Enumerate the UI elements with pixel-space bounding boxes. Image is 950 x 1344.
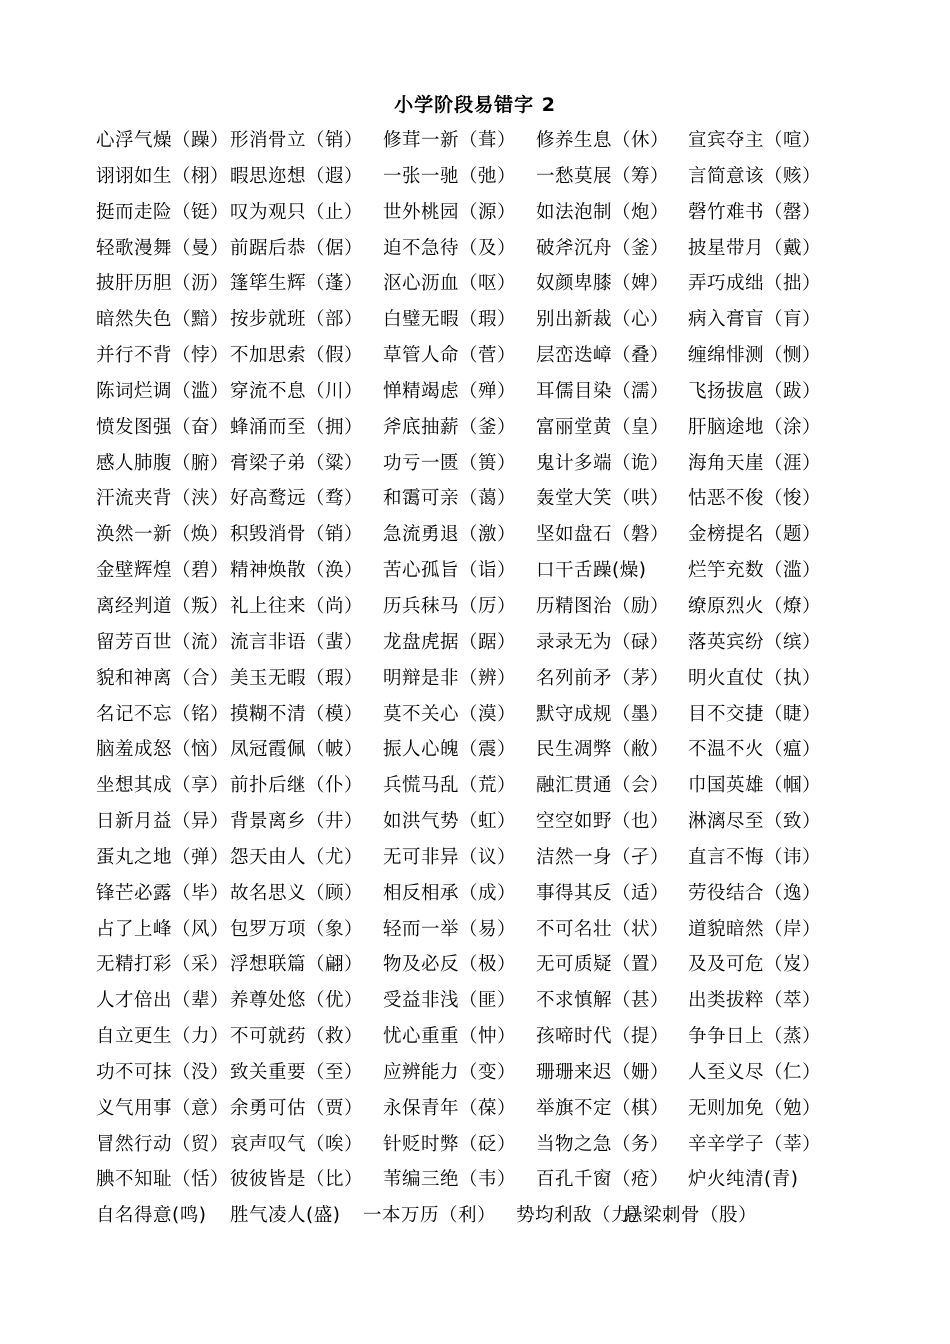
idiom-entry: 精神焕散（涣）	[230, 560, 364, 582]
idiom-entry: 录录无为（碌）	[536, 631, 670, 653]
idiom-entry: 斧底抽薪（釜）	[383, 416, 517, 438]
idiom-entry: 按步就班（部）	[230, 309, 364, 331]
idiom-entry: 留芳百世（流）	[96, 631, 230, 653]
idiom-entry: 海角天崖（涯）	[688, 452, 822, 474]
idiom-entry: 自名得意(鸣)	[96, 1205, 207, 1227]
idiom-row	[0, 620, 950, 656]
idiom-entry: 不可名壮（状）	[536, 918, 670, 940]
idiom-entry: 名列前矛（茅）	[536, 667, 670, 689]
idiom-entry: 胜气凌人(盛)	[230, 1205, 341, 1227]
idiom-row	[0, 1157, 950, 1193]
idiom-entry: 百孔千窗（疮）	[536, 1169, 670, 1191]
idiom-entry: 辛辛学子（莘）	[688, 1133, 822, 1155]
idiom-entry: 忧心重重（忡）	[383, 1026, 517, 1048]
idiom-row	[0, 154, 950, 190]
idiom-entry: 缠绵悱测（恻）	[688, 345, 822, 367]
idiom-entry: 针贬时弊（砭）	[383, 1133, 517, 1155]
idiom-row	[0, 799, 950, 835]
idiom-entry: 如洪气势（虹）	[383, 811, 517, 833]
idiom-entry: 急流勇退（激）	[383, 524, 517, 546]
idiom-entry: 并行不背（悖）	[96, 345, 230, 367]
idiom-entry: 金榜提名（题）	[688, 524, 822, 546]
idiom-row	[0, 548, 950, 584]
idiom-row	[0, 584, 950, 620]
idiom-entry: 怙恶不俊（悛）	[688, 488, 822, 510]
idiom-entry: 直言不悔（讳）	[688, 846, 822, 868]
idiom-entry: 振人心魄（震）	[383, 739, 517, 761]
idiom-entry: 鬼计多端（诡）	[536, 452, 670, 474]
idiom-entry: 缭原烈火（燎）	[688, 595, 822, 617]
idiom-entry: 蛋丸之地（弹）	[96, 846, 230, 868]
idiom-entry: 一本万历（利）	[363, 1205, 497, 1227]
idiom-entry: 沤心沥血（呕）	[383, 273, 517, 295]
idiom-entry: 世外桃园（源）	[383, 201, 517, 223]
idiom-entry: 功亏一匮（篑）	[383, 452, 517, 474]
idiom-row	[0, 942, 950, 978]
idiom-entry: 穿流不息（川）	[230, 380, 364, 402]
idiom-entry: 流言非语（蜚）	[230, 631, 364, 653]
idiom-row	[0, 835, 950, 871]
idiom-entry: 富丽堂黄（皇）	[536, 416, 670, 438]
idiom-entry: 道貌暗然（岸）	[688, 918, 822, 940]
idiom-entry: 事得其反（适）	[536, 882, 670, 904]
idiom-entry: 坐想其成（享）	[96, 775, 230, 797]
idiom-entry: 叹为观只（止）	[230, 201, 364, 223]
idiom-entry: 义气用事（意）	[96, 1097, 230, 1119]
idiom-entry: 好高鹜远（骛）	[230, 488, 364, 510]
idiom-entry: 洁然一身（孑）	[536, 846, 670, 868]
idiom-entry: 永保青年（葆）	[383, 1097, 517, 1119]
idiom-entry: 形消骨立（销）	[230, 130, 364, 151]
idiom-entry: 貌和神离（合）	[96, 667, 230, 689]
idiom-entry: 暇思迩想（遐）	[230, 165, 364, 187]
idiom-row	[0, 441, 950, 477]
idiom-entry: 奴颜卑膝（婢）	[536, 273, 670, 295]
idiom-entry: 冒然行动（贸）	[96, 1133, 230, 1155]
idiom-entry: 养尊处悠（优）	[230, 990, 364, 1012]
idiom-row	[0, 226, 950, 262]
idiom-entry: 金壁辉煌（碧）	[96, 560, 230, 582]
idiom-entry: 脑羞成怒（恼）	[96, 739, 230, 761]
idiom-entry: 宣宾夺主（喧）	[688, 130, 822, 151]
idiom-entry: 愤发图强（奋）	[96, 416, 230, 438]
idiom-row	[0, 512, 950, 548]
idiom-entry: 无可质疑（置）	[536, 954, 670, 976]
idiom-entry: 致关重要（至）	[230, 1061, 364, 1083]
idiom-row	[0, 369, 950, 405]
idiom-entry: 诩诩如生（栩）	[96, 165, 230, 187]
idiom-entry: 包罗万项（象）	[230, 918, 364, 940]
idiom-entry: 当物之急（务）	[536, 1133, 670, 1155]
idiom-entry: 草管人命（菅）	[383, 345, 517, 367]
idiom-entry: 怨天由人（尤）	[230, 846, 364, 868]
idiom-entry: 哀声叹气（唉）	[230, 1133, 364, 1155]
idiom-entry: 受益非浅（匪）	[383, 990, 517, 1012]
idiom-entry: 汗流夹背（浃）	[96, 488, 230, 510]
idiom-row	[0, 405, 950, 441]
idiom-entry: 物及必反（极）	[383, 954, 517, 976]
idiom-entry: 自立更生（力）	[96, 1026, 230, 1048]
idiom-entry: 凤冠霞佩（帔）	[230, 739, 364, 761]
idiom-entry: 占了上峰（风）	[96, 918, 230, 940]
idiom-entry: 耳儒目染（濡）	[536, 380, 670, 402]
idiom-entry: 轰堂大笑（哄）	[536, 488, 670, 510]
idiom-entry: 烂竽充数（滥）	[688, 560, 822, 582]
idiom-entry: 弄巧成绌（拙）	[688, 273, 822, 295]
idiom-entry: 飞扬拔扈（跋）	[688, 380, 822, 402]
idiom-entry: 修茸一新（葺）	[383, 130, 517, 151]
idiom-entry: 积毁消骨（销）	[230, 524, 364, 546]
idiom-entry: 磬竹难书（罄）	[688, 201, 822, 223]
idiom-row	[0, 692, 950, 728]
idiom-list	[0, 118, 950, 1229]
idiom-entry: 一愁莫展（筹）	[536, 165, 670, 187]
idiom-entry: 珊珊来迟（姗）	[536, 1061, 670, 1083]
idiom-entry: 礼上往来（尚）	[230, 595, 364, 617]
idiom-entry: 淋漓尽至（致）	[688, 811, 822, 833]
idiom-entry: 融汇贯通（会）	[536, 775, 670, 797]
idiom-row	[0, 1086, 950, 1122]
idiom-entry: 肝脑途地（涂）	[688, 416, 822, 438]
idiom-entry: 兵慌马乱（荒）	[383, 775, 517, 797]
idiom-entry: 白璧无暇（瑕）	[383, 309, 517, 331]
idiom-entry: 苦心孤旨（诣）	[383, 560, 517, 582]
idiom-entry: 争争日上（蒸）	[688, 1026, 822, 1048]
idiom-row	[0, 727, 950, 763]
idiom-entry: 惮精竭虑（殚）	[383, 380, 517, 402]
idiom-entry: 苇编三绝（韦）	[383, 1169, 517, 1191]
idiom-entry: 劳役结合（逸）	[688, 882, 822, 904]
idiom-entry: 出类拔粹（萃）	[688, 990, 822, 1012]
idiom-entry: 暗然失色（黯）	[96, 309, 230, 331]
idiom-entry: 相反相承（成）	[383, 882, 517, 904]
idiom-entry: 蜂涌而至（拥）	[230, 416, 364, 438]
idiom-entry: 不求慎解（甚）	[536, 990, 670, 1012]
idiom-entry: 举旗不定（棋）	[536, 1097, 670, 1119]
idiom-row	[0, 978, 950, 1014]
idiom-entry: 及及可危（岌）	[688, 954, 822, 976]
idiom-entry: 无精打彩（采）	[96, 954, 230, 976]
idiom-row	[0, 907, 950, 943]
idiom-entry: 空空如野（也）	[536, 811, 670, 833]
idiom-entry: 龙盘虎据（踞）	[383, 631, 517, 653]
idiom-entry: 不可就药（救）	[230, 1026, 364, 1048]
idiom-row	[0, 190, 950, 226]
idiom-entry: 和霭可亲（蔼）	[383, 488, 517, 510]
page-title: 小学阶段易错字 2	[394, 94, 556, 116]
idiom-row	[0, 297, 950, 333]
idiom-entry: 陈词烂调（滥）	[96, 380, 230, 402]
idiom-entry: 不加思索（假）	[230, 345, 364, 367]
idiom-entry: 无则加免（勉）	[688, 1097, 822, 1119]
idiom-entry: 浮想联篇（翩）	[230, 954, 364, 976]
idiom-entry: 历精图治（励）	[536, 595, 670, 617]
idiom-entry: 腆不知耻（恬）	[96, 1169, 230, 1191]
idiom-entry: 无可非异（议）	[383, 846, 517, 868]
idiom-row	[0, 1193, 950, 1229]
idiom-entry: 目不交捷（睫）	[688, 703, 822, 725]
idiom-entry: 披星带月（戴）	[688, 237, 822, 259]
idiom-entry: 美玉无暇（瑕）	[230, 667, 364, 689]
idiom-entry: 摸糊不清（模）	[230, 703, 364, 725]
idiom-entry: 涣然一新（焕）	[96, 524, 230, 546]
idiom-row	[0, 871, 950, 907]
idiom-entry: 修养生息（休）	[536, 130, 670, 151]
idiom-entry: 坚如盘石（磐）	[536, 524, 670, 546]
idiom-entry: 不温不火（瘟）	[688, 739, 822, 761]
idiom-entry: 名记不忘（铭）	[96, 703, 230, 725]
idiom-entry: 挺而走险（铤）	[96, 201, 230, 223]
idiom-entry: 背景离乡（井）	[230, 811, 364, 833]
idiom-entry: 落英宾纷（缤）	[688, 631, 822, 653]
idiom-row	[0, 1050, 950, 1086]
idiom-entry: 默守成规（墨）	[536, 703, 670, 725]
idiom-entry: 如法泡制（炮）	[536, 201, 670, 223]
idiom-entry: 势均利敌（力）	[516, 1205, 650, 1227]
idiom-entry: 孩啼时代（提）	[536, 1026, 670, 1048]
idiom-row	[0, 118, 950, 154]
idiom-row	[0, 333, 950, 369]
idiom-entry: 明辩是非（辨）	[383, 667, 517, 689]
idiom-entry: 别出新裁（心）	[536, 309, 670, 331]
idiom-entry: 言简意该（赅）	[688, 165, 822, 187]
idiom-entry: 轻歌漫舞（曼）	[96, 237, 230, 259]
idiom-entry: 篷筚生辉（蓬）	[230, 273, 364, 295]
idiom-entry: 莫不关心（漠）	[383, 703, 517, 725]
idiom-row	[0, 656, 950, 692]
idiom-row	[0, 763, 950, 799]
idiom-entry: 破斧沉舟（釜）	[536, 237, 670, 259]
idiom-entry: 彼彼皆是（比）	[230, 1169, 364, 1191]
idiom-entry: 炉火纯清(青)	[688, 1169, 799, 1191]
idiom-row	[0, 476, 950, 512]
idiom-entry: 离经判道（叛）	[96, 595, 230, 617]
idiom-entry: 前扑后继（仆）	[230, 775, 364, 797]
idiom-entry: 病入膏盲（肓）	[688, 309, 822, 331]
idiom-entry: 民生凋弊（敝）	[536, 739, 670, 761]
idiom-entry: 口干舌躁(燥)	[536, 560, 647, 582]
idiom-entry: 日新月益（异）	[96, 811, 230, 833]
idiom-entry: 迫不急待（及）	[383, 237, 517, 259]
idiom-entry: 感人肺腹（腑）	[96, 452, 230, 474]
idiom-entry: 人才倍出（辈）	[96, 990, 230, 1012]
idiom-entry: 明火直仗（执）	[688, 667, 822, 689]
idiom-entry: 悬梁刺骨（股）	[624, 1205, 758, 1227]
idiom-entry: 心浮气燥（躁）	[96, 130, 230, 151]
idiom-entry: 膏梁子弟（粱）	[230, 452, 364, 474]
idiom-entry: 余勇可估（贾）	[230, 1097, 364, 1119]
idiom-entry: 披肝历胆（沥）	[96, 273, 230, 295]
idiom-entry: 层峦迭嶂（叠）	[536, 345, 670, 367]
idiom-entry: 功不可抹（没）	[96, 1061, 230, 1083]
idiom-entry: 轻而一举（易）	[383, 918, 517, 940]
idiom-row	[0, 261, 950, 297]
idiom-entry: 历兵秣马（厉）	[383, 595, 517, 617]
idiom-entry: 巾国英雄（帼）	[688, 775, 822, 797]
idiom-entry: 应辨能力（变）	[383, 1061, 517, 1083]
idiom-entry: 锋芒必露（毕）	[96, 882, 230, 904]
idiom-row	[0, 1122, 950, 1158]
idiom-entry: 一张一驰（弛）	[383, 165, 517, 187]
idiom-entry: 故名思义（顾）	[230, 882, 364, 904]
idiom-row	[0, 1014, 950, 1050]
idiom-entry: 前踞后恭（倨）	[230, 237, 364, 259]
idiom-entry: 人至义尽（仁）	[688, 1061, 822, 1083]
